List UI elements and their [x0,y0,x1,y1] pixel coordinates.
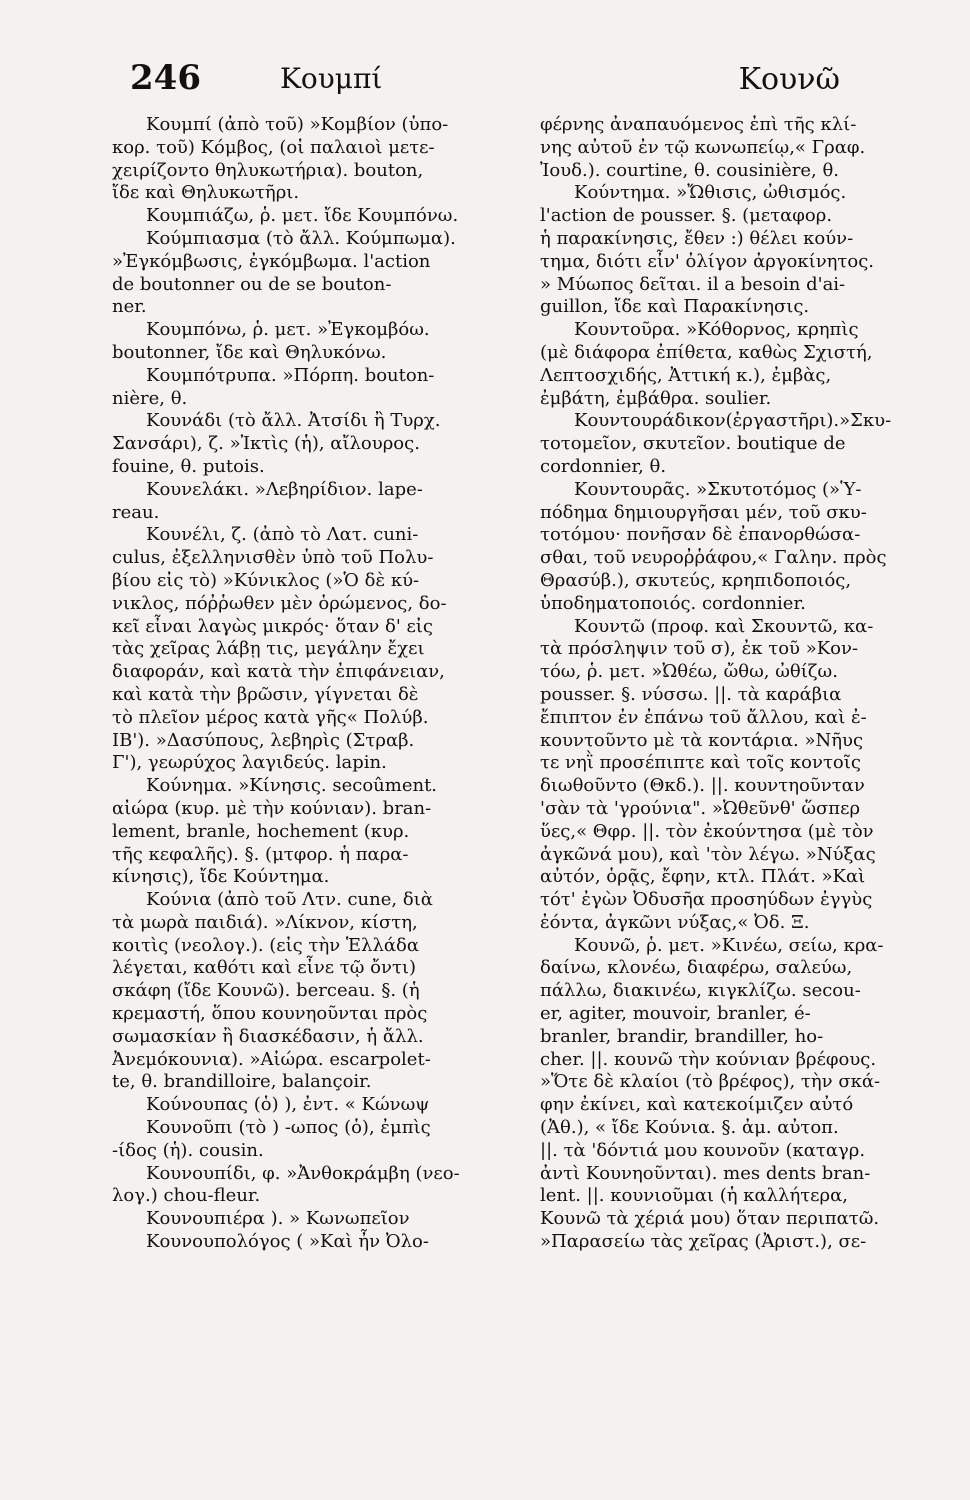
text-line: λέγεται, καθότι καὶ εἶνε τῷ ὄντι) [112,957,416,979]
text-line: Ἀνεμόκουνια). »Αἰώρα. escarpolet- [112,1048,431,1070]
text-line: l'action de pousser. §. (μεταφορ. [540,205,833,227]
text-line: boutonner, ἴδε καὶ Θηλυκόνω. [112,341,387,363]
text-line: ἀντὶ Κουνηοῦνται). mes dents bran- [540,1162,871,1184]
text-line: κουντοῦντο μὲ τὰ κοντάρια. »Νῆυς [540,729,864,751]
text-line: Κούνια (ἀπὸ τοῦ Λτν. cune, διὰ [146,889,433,911]
text-line: τημα, διότι εἶν' ὀλίγον ἀργοκίνητος. [540,250,875,272]
text-line: Κουντῶ (προφ. καὶ Σκουντῶ, κα- [574,615,874,637]
text-line: Κουνῶ τὰ χέριά μου) ὅταν περιπατῶ. [540,1208,880,1230]
text-line: Γ'), γεωρύχος λαγιδεύς. lapin. [112,752,387,774]
text-line: κορ. τοῦ) Κόμβος, (οἱ παλαιοὶ μετε- [112,136,435,158]
text-line: Κουνουπίδι, φ. »Ἀνθοκράμβη (νεο- [146,1162,460,1184]
header-guide-word-right: Κουνῶ [738,62,840,97]
text-line: » Μύωπος δεῖται. il a besoin d'ai- [540,273,846,295]
text-line: ὕες,« Θφρ. ||. τὸν ἐκούντησα (μὲ τὸν [540,820,874,842]
text-line: de boutonner ou de se bouton- [112,273,392,295]
text-line: lement, branle, hochement (κυρ. [112,820,410,842]
text-line: 'σὰν τὰ 'γρούνια". »Ὠθεῦνθ' ὥσπερ [540,797,861,819]
text-line: nière, θ. [112,387,188,409]
text-line: fouine, θ. putois. [112,455,265,477]
text-line: ὑποδηματοποιός. cordonnier. [540,592,806,614]
text-line: ἐόντα, ἀγκῶνι νύξας,« Ὀδ. Ξ. [540,911,810,933]
text-line: φην ἐκίνει, καὶ κατεκοίμιζεν αὐτό [540,1094,854,1116]
text-line: τοτομεῖον, σκυτεῖον. boutique de [540,433,846,455]
text-line: τότ' ἐγὼν Ὀδυσῆα προσηύδων ἐγγὺς [540,889,873,911]
text-line: Κούνουπας (ὁ) ), ἐντ. « Κώνωψ [146,1094,430,1116]
text-line: Κουντουρᾶς. »Σκυτοτόμος (»Ὑ- [574,478,862,500]
text-line: τὰς χεῖρας λάβῃ τις, μεγάλην ἔχει [112,638,425,660]
text-line: πάλλω, διακινέω, κιγκλίζω. secou- [540,980,861,1002]
text-line: (μὲ διάφορα ἐπίθετα, καθὼς Σχιστή, [540,341,873,363]
text-line: »Ὅτε δὲ κλαίοι (τὸ βρέφος), τὴν σκά- [540,1071,881,1093]
text-line: ΙΒ'). »Δασύπους, λεβηρὶς (Στραβ. [112,729,415,751]
text-line: τὰ πρόσληψιν τοῦ σ), ἐκ τοῦ »Κον- [540,638,859,660]
text-line: Κουνουπιέρα ). » Κωνωπεῖον [146,1208,410,1230]
text-line: Κουνουπολόγος ( »Καὶ ἦν Ὀλο- [146,1231,429,1253]
text-line: cordonnier, θ. [540,455,667,477]
text-line: αἰώρα (κυρ. μὲ τὴν κούνιαν). bran- [112,797,432,819]
text-line: -ίδος (ἡ). cousin. [112,1139,264,1161]
text-line: χειρίζοντο θηλυκωτήρια). bouton, [112,159,424,181]
text-line: διωθοῦντο (Θκδ.). ||. κουντηοῦνταν [540,775,865,797]
text-line: »Ἐγκόμβωσις, ἐγκόμβωμα. l'action [112,250,431,272]
text-line: Κούντημα. »Ὤθισις, ὠθισμός. [574,182,847,204]
text-line: κίνησις), ἴδε Κούντημα. [112,866,330,888]
text-line: culus, ἐξελληνισθὲν ὑπὸ τοῦ Πολυ- [112,547,434,569]
left-column [112,114,512,1470]
text-line: σθαι, τοῦ νευροῤῥάφου,« Γαλην. πρὸς [540,547,887,569]
text-line: σκάφη (ἴδε Κουνῶ). berceau. §. (ἡ [112,980,420,1002]
text-line: Θρασύβ.), σκυτεύς, κρηπιδοποιός, [540,569,852,591]
text-line: τῆς κεφαλῆς). §. (μτφορ. ἡ παρα- [112,843,409,865]
text-line: Κουνοῦπι (τὸ ) -ωπος (ὁ), ἐμπὶς [146,1117,431,1139]
text-line: branler, brandir, brandiller, ho- [540,1025,824,1047]
text-line: κοιτὶς (νεολογ.). (εἰς τὴν Ἑλλάδα [112,934,420,956]
text-line: ἔπιπτον ἐν ἐπάνω τοῦ ἄλλου, καὶ ἐ- [540,706,867,728]
text-line: νης αὐτοῦ ἐν τῷ κωνωπείῳ,« Γραφ. [540,136,866,158]
text-line: pousser. §. νύσσω. ||. τὰ καράβια [540,683,842,705]
text-line: δαίνω, κλονέω, διαφέρω, σαλεύω, [540,957,853,979]
text-line: Κουντοῦρα. »Κόθορνος, κρηπὶς [574,319,859,341]
text-line: τὸ πλεῖον μέρος κατὰ γῆς« Πολύβ. [112,706,429,728]
text-line: νικλος, πόῤῥωθεν μὲν ὁρώμενος, δο- [112,592,447,614]
text-line: κρεμαστή, ὅπου κουνηοῦνται πρὸς [112,1003,428,1025]
text-line: Λεπτοσχιδής, Ἀττική κ.), ἐμβὰς, [540,364,832,386]
text-line: τοτόμου· πονῆσαν δὲ ἐπανορθώσα- [540,524,861,546]
text-line: Κουνελάκι. »Λεβηρίδιον. lape- [146,478,423,500]
text-line: λογ.) chou-fleur. [112,1185,261,1207]
text-line: er, agiter, mouvoir, branler, é- [540,1003,811,1025]
text-line: Κουνῶ, ῥ. μετ. »Κινέω, σείω, κρα- [574,934,884,956]
page-header [130,58,840,106]
text-line: πόδημα δημιουργῆσαι μέν, τοῦ σκυ- [540,501,867,523]
text-line: Κούμπιασμα (τὸ ἄλλ. Κούμπωμα). [146,227,456,249]
text-line: καὶ κατὰ τὴν βρῶσιν, γίγνεται δὲ [112,683,419,705]
text-line: Ἰουδ.). courtine, θ. cousinière, θ. [540,159,840,181]
text-line: Κουμπί (ἀπὸ τοῦ) »Κομβίον (ὑπο- [146,114,449,135]
text-line: Κουνέλι, ζ. (ἀπὸ τὸ Λατ. cuni- [146,524,419,546]
text-line: lent. ||. κουνιοῦμαι (ἡ καλλήτερα, [540,1185,848,1207]
text-line: ἐμβάτη, ἐμβάθρα. soulier. [540,387,772,409]
right-column [540,114,965,1470]
text-line: Κουμπιάζω, ῥ. μετ. ἴδε Κουμπόνω. [146,205,459,227]
text-line: te, θ. brandilloire, balançoir. [112,1071,372,1093]
text-line: αὐτόν, ὁρᾷς, ἔφην, κτλ. Πλάτ. »Καὶ [540,866,866,888]
text-line: cher. ||. κουνῶ τὴν κούνιαν βρέφους. [540,1048,877,1070]
header-guide-word-left: Κουμπί [280,62,383,95]
text-line: (Ἀθ.), « ἴδε Κούνια. §. ἀμ. αὐτοπ. [540,1117,839,1139]
text-line: κεῖ εἶναι λαγὼς μικρός· ὅταν δ' εἰς [112,615,433,637]
text-line: Κούνημα. »Κίνησις. secoûment. [146,775,438,797]
text-line: Σανσάρι), ζ. »Ἰκτὶς (ἡ), αἴλουρος. [112,433,420,455]
text-line: τε νηῒ προσέπιπτε καὶ τοῖς κοντοῖς [540,752,861,774]
text-line: Κουνάδι (τὸ ἄλλ. Ἀτσίδι ἢ Τυρχ. [146,410,441,432]
text-line: »Παρασείω τὰς χεῖρας (Ἀριστ.), σε- [540,1231,867,1253]
page-number: 246 [130,58,201,98]
text-line: ἴδε καὶ Θηλυκωτῆρι. [112,182,300,204]
text-line: reau. [112,501,160,523]
text-line: guillon, ἴδε καὶ Παρακίνησις. [540,296,810,318]
text-line: ἀγκῶνά μου), καὶ 'τὸν λέγω. »Νύξας [540,843,876,865]
text-line: τόω, ῥ. μετ. »Ὠθέω, ὤθω, ὠθίζω. [540,661,838,683]
text-line: βίου εἰς τὸ) »Κύνικλος (»Ὁ δὲ κύ- [112,569,420,591]
text-line: διαφοράν, καὶ κατὰ τὴν ἐπιφάνειαν, [112,661,445,683]
text-line: σωμασκίαν ἢ διασκέδασιν, ἡ ἄλλ. [112,1025,424,1047]
text-line: φέρνης ἀναπαυόμενος ἐπὶ τῆς κλί- [540,114,857,135]
text-line: Κουντουράδικον(ἐργαστῆρι).»Σκυ- [574,410,892,432]
text-line: τὰ μωρὰ παιδιά). »Λίκνον, κίστη, [112,911,418,933]
text-line: ||. τὰ 'δόντιά μου κουνοῦν (καταγρ. [540,1139,866,1161]
text-line: ner. [112,296,147,318]
text-line: Κουμπόνω, ῥ. μετ. »Ἐγκομβόω. [146,319,430,341]
text-line: Κουμπότρυπα. »Πόρπη. bouton- [146,364,435,386]
text-line: ἡ παρακίνησις, ἔθεν :) θέλει κούν- [540,227,854,249]
